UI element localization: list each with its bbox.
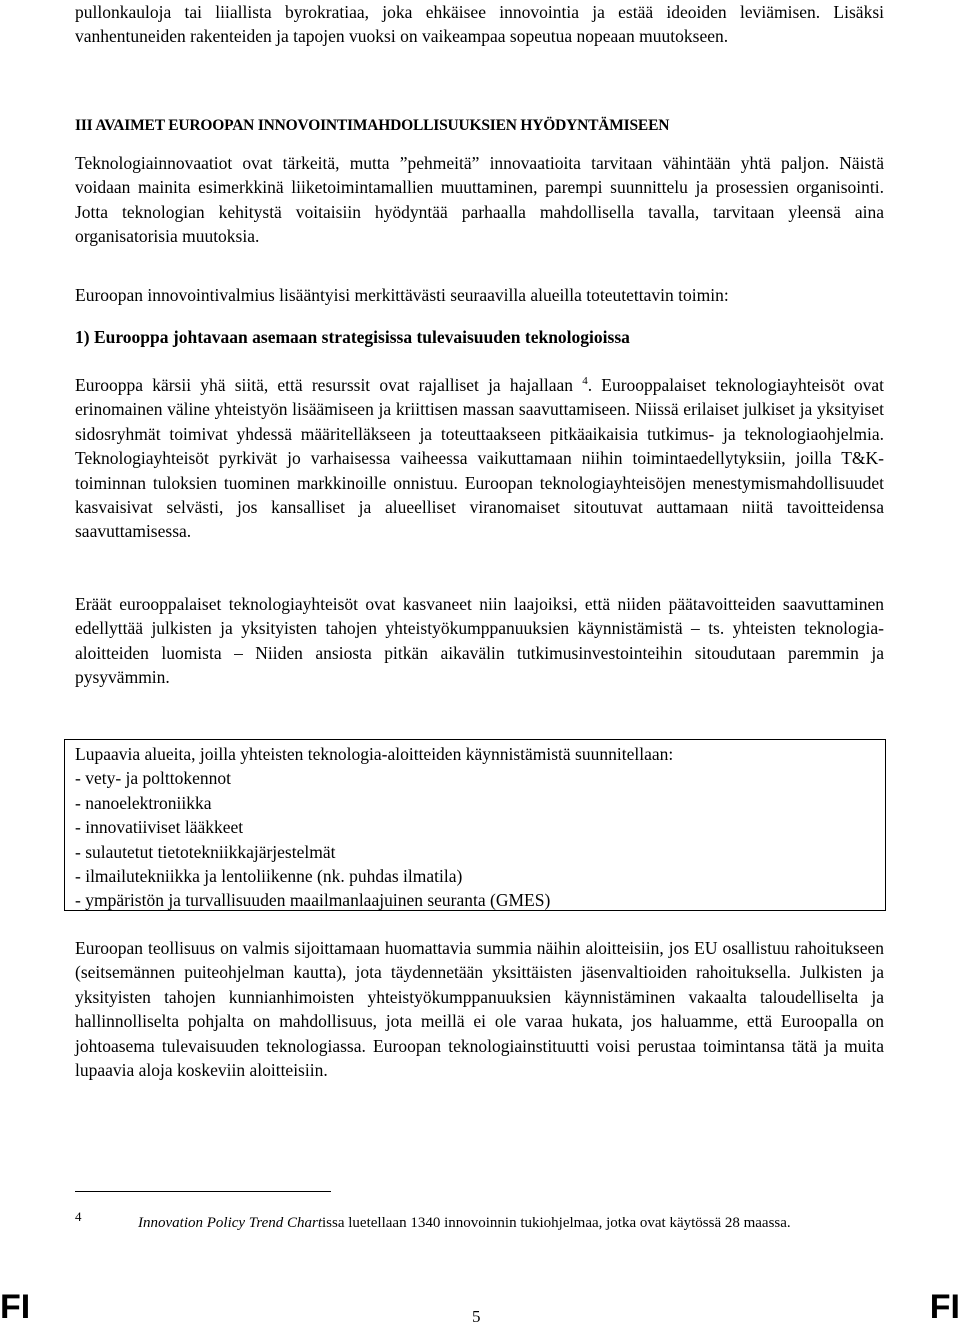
subheading: 1) Eurooppa johtavaan asemaan strategisissa tulevaisuuden teknologioissa — [75, 327, 630, 347]
box-list-item: - nanoelektroniikka — [75, 792, 212, 813]
paragraph-5: Euroopan teollisuus on valmis sijoittamaan huomattavia summia näihin aloitteisiin, jos EU osallistuu rahoitukseen (seitsemännen puiteohjelman kautta), jota täydennetään yksittäisten jäsenvaltioiden rahoituksella. Julkisten ja yksityisten tahojen kunnianhimoisten yhteistyökumppanuuksien käynnistäminen vakaalta taloudelliselta ja hallinnolliselta pohjalta on mahdollisuus, jota meillä ei ole varaa hukata, jos haluamme, että Euroopalla on johtoasema tulevaisuuden teknologiassa. Euroopan teknologiainstituutti voisi perustaa toimintansa tätä ja muita lupaavia aloja koskeviin aloitteisiin. — [75, 938, 884, 1081]
page-number: 5 — [472, 1307, 481, 1326]
footnote-reference[interactable]: 4 — [582, 375, 588, 388]
section-heading: III AVAIMET EUROOPAN INNOVOINTIMAHDOLLISUUKSIEN HYÖDYNTÄMISEEN — [75, 117, 670, 134]
footer-language-left: FI — [0, 1288, 31, 1326]
box-list-item: - vety- ja polttokennot — [75, 768, 232, 789]
box-list-item: - innovatiiviset lääkkeet — [75, 817, 244, 838]
box-list-item: - sulautetut tietotekniikkajärjestelmät — [75, 841, 336, 862]
paragraph-3-text-a: Eurooppa kärsii yhä siitä, että resurssit ovat rajalliset ja hajallaan — [75, 375, 574, 395]
box-list-item: - ympäristön ja turvallisuuden maailmanlaajuinen seuranta (GMES) — [75, 890, 551, 911]
box-title: Lupaavia alueita, joilla yhteisten teknologia-aloitteiden käynnistämistä suunnitellaan: — [75, 744, 674, 764]
footnote-divider — [75, 1191, 331, 1192]
footer-language-right: FI — [929, 1288, 960, 1326]
footnote-number: 4 — [75, 1209, 82, 1224]
paragraph-4: Eräät eurooppalaiset teknologiayhteisöt ovat kasvaneet niin laajoiksi, että niiden päätavoitteiden saavuttaminen edellyttää julkisten ja yksityisten tahojen yhteistyökumppanuuksien käynnistämistä – ts. yhteisten teknologia-aloitteiden luomista – Niiden ansiosta pitkän aikavälin tutkimusinvestointeihin sitoudutaan paremmin ja pysyvämmin. — [75, 594, 884, 688]
footnote-title: Innovation Policy Trend Chart — [138, 1215, 323, 1231]
paragraph-2: Euroopan innovointivalmius lisääntyisi merkittävästi seuraavilla alueilla toteutettavin toimin: — [75, 285, 729, 305]
footnote-body: issa luetellaan 1340 innovoinnin tukiohjelmaa, jotka ovat käytössä 28 maassa. — [322, 1215, 791, 1231]
footnote-text — [138, 1213, 885, 1234]
paragraph-3-text-b: . Eurooppalaiset teknologiayhteisöt ovat erinomainen väline yhteistyön lisäämiseen ja kriittisen massan saavuttamiseen. Niissä erilaiset julkiset ja yksityiset sidosryhmät toimivat yhdessä määritelläkseen ja toteuttaakseen pitkäaikaisia tutkimus- ja teknologiaohjelmia. Teknologiayhteisöt pyrkivät jo varhaisessa vaiheessa vaikuttamaan niihin toimintaedellytyksiin, joilla T&K-toiminnan tuloksien tuominen markkinoille onnistuu. Euroopan teknologiayhteisöjen menestymismahdollisuudet kasvaisivat selvästi, jos kansalliset ja alueelliset viranomaiset sitoutuvat auttamaan niitä tavoitteidensa saavuttamisessa. — [75, 375, 884, 542]
paragraph-1: Teknologiainnovaatiot ovat tärkeitä, mutta ”pehmeitä” innovaatioita tarvitaan vähintään yhtä paljon. Näistä voidaan mainita esimerkkinä liiketoimintamallien muuttaminen, parempi suunnittelu ja prosessien organisointi. Jotta teknologian kehitystä voitaisiin hyödyntää parhaalla mahdollisella tavalla, tarvitaan yleensä aina organisatorisia muutoksia. — [75, 153, 884, 247]
box-list-item: - ilmailutekniikka ja lentoliikenne (nk. puhdas ilmatila) — [75, 866, 463, 887]
intro-paragraph: pullonkauloja tai liiallista byrokratiaa, joka ehkäisee innovointia ja estää ideoiden leviämisen. Lisäksi vanhentuneiden rakenteiden ja tapojen vuoksi on vaikeampaa sopeutua nopeaan muutokseen. — [75, 2, 884, 47]
promising-areas-box — [64, 739, 886, 911]
paragraph-3 — [75, 373, 884, 544]
